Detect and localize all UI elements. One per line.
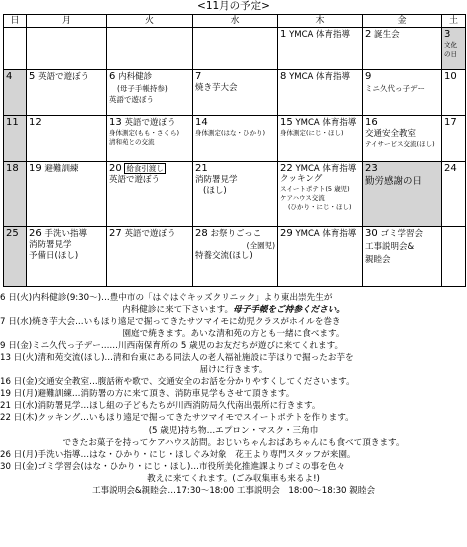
day-number: 7 bbox=[195, 71, 202, 83]
event-label: YMCA 体育指導 bbox=[289, 30, 351, 40]
note-line: 22 日(木)クッキング…いもほり遠足で掘ってきたサツマイモでスイートポテトを作ります。 bbox=[0, 413, 354, 424]
event-label: 英語で遊ぼう bbox=[124, 118, 176, 129]
event-label: 消防署見学 bbox=[29, 240, 72, 251]
day-cell-20 bbox=[107, 162, 193, 227]
day-cell-empty bbox=[107, 28, 193, 70]
day-cell-27 bbox=[107, 227, 193, 287]
day-number: 17 bbox=[444, 117, 457, 129]
day-cell-2 bbox=[363, 28, 442, 70]
day-cell-14 bbox=[193, 116, 278, 162]
week-row-4 bbox=[4, 162, 466, 227]
note-line: できたお菓子を持ってケアハウス訪問。おじいちゃんおばあちゃんにも食べて頂きます。 bbox=[62, 437, 405, 448]
day-cell-24 bbox=[442, 162, 466, 227]
day-number: 19 bbox=[29, 163, 42, 175]
day-cell-8 bbox=[278, 70, 363, 116]
weekday-thu: 木 bbox=[278, 15, 363, 28]
day-number: 11 bbox=[6, 117, 19, 129]
event-label: 工事説明会& bbox=[365, 242, 415, 253]
weekday-fri: 金 bbox=[363, 15, 442, 28]
day-cell-29 bbox=[278, 227, 363, 287]
event-label: ゴミ学習会 bbox=[380, 229, 423, 240]
event-note: 身体測定(はな・ひかり) bbox=[195, 129, 266, 138]
weekday-wed: 水 bbox=[193, 15, 278, 28]
event-note: (母子手帳持参) bbox=[117, 84, 168, 94]
day-cell-19 bbox=[27, 162, 107, 227]
day-number: 9 bbox=[365, 71, 372, 83]
event-label: 給食引渡し bbox=[126, 164, 164, 174]
day-number: 27 bbox=[109, 228, 122, 240]
day-number: 5 bbox=[29, 71, 36, 83]
week-row-2 bbox=[4, 70, 466, 116]
holiday-label: 文化の日 bbox=[444, 41, 457, 58]
event-note: (ひかり・にじ・ほし) bbox=[288, 202, 352, 211]
day-cell-empty bbox=[193, 28, 278, 70]
day-number: 2 bbox=[365, 29, 372, 40]
day-number: 15 bbox=[280, 117, 293, 129]
weekday-tue: 火 bbox=[107, 15, 193, 28]
event-notes bbox=[0, 292, 467, 497]
event-label: 焼き芋大会 bbox=[195, 83, 238, 94]
day-number: 16 bbox=[365, 117, 378, 129]
day-number: 3 bbox=[444, 29, 451, 40]
day-number: 25 bbox=[6, 228, 19, 240]
day-cell-4 bbox=[4, 70, 27, 116]
note-line: 工事説明会&親睦会…17:30～18:00 工事説明会 18:00～18:30 親睦会 bbox=[91, 485, 376, 496]
day-cell-empty bbox=[27, 28, 107, 70]
day-number: 22 bbox=[280, 163, 293, 175]
event-label: 交通安全教室 bbox=[365, 129, 417, 140]
event-note: 身体測定(にじ・ほし) bbox=[280, 129, 344, 138]
note-line: 19 日(月)避難訓練…消防署の方に来て頂き、消防車見学もさせて頂きます。 bbox=[0, 389, 295, 400]
day-number: 21 bbox=[195, 163, 208, 175]
day-cell-3 bbox=[442, 28, 466, 70]
event-note: (ほし) bbox=[203, 186, 227, 197]
event-label: 誕生会 bbox=[374, 30, 400, 40]
note-line: 9 日(金)ミニ久代っ子デー……川西南保育所の 5 歳児のお友だちが遊びに来てくれます。 bbox=[0, 341, 344, 352]
calendar-table bbox=[3, 14, 466, 287]
note-emphasis: 母子手帳をご持参ください。 bbox=[233, 305, 345, 316]
day-cell-22 bbox=[278, 162, 363, 227]
note-line: 30 日(金)ゴミ学習会(はな・ひかり・にじ・ほし)…市役所美化推進課よりゴミの事を色々 bbox=[0, 461, 346, 472]
event-label: 英語で遊ぼう bbox=[109, 175, 161, 186]
weekday-sat: 土 bbox=[442, 15, 466, 28]
day-cell-17 bbox=[442, 116, 466, 162]
note-line: 届けに行きます。 bbox=[199, 365, 268, 376]
day-number: 18 bbox=[6, 163, 19, 175]
day-cell-28 bbox=[193, 227, 278, 287]
day-cell-26 bbox=[27, 227, 107, 287]
event-label: 親睦会 bbox=[365, 255, 391, 266]
day-cell-5 bbox=[27, 70, 107, 116]
event-note: 身体測定(もも・さくら) bbox=[109, 129, 180, 138]
day-cell-16 bbox=[363, 116, 442, 162]
note-line: 13 日(火)清和苑交流(ほし)…清和台東にある同法人の老人福祉施設に芋ほりで掘ったお芋を bbox=[0, 353, 354, 364]
event-label: クッキング bbox=[280, 174, 323, 185]
day-cell-empty bbox=[442, 227, 466, 287]
event-note: テイサービス交流(ほし) bbox=[365, 140, 435, 149]
day-number: 12 bbox=[29, 117, 42, 129]
note-line: 園庭で焼きます。あいな清和苑の方とも一緒に食べます。 bbox=[122, 329, 345, 340]
day-cell-10 bbox=[442, 70, 466, 116]
event-note: ケアハウス交流 bbox=[280, 193, 325, 202]
day-cell-30 bbox=[363, 227, 442, 287]
day-number: 13 bbox=[109, 117, 122, 129]
day-number: 20 bbox=[109, 163, 122, 175]
week-row-1 bbox=[4, 28, 466, 70]
event-label: YMCA 体育指導 bbox=[289, 72, 351, 83]
weekday-mon: 月 bbox=[27, 15, 107, 28]
note-line: 21 日(水)消防署見学…ほし組の子どもたちが川西消防局久代南出張所に行きます。 bbox=[0, 401, 321, 412]
day-cell-23 bbox=[363, 162, 442, 227]
note-line: 教えに来てくれます。(ごみ収集車も来るよ!) bbox=[147, 473, 320, 484]
event-note: (全園児) bbox=[246, 241, 275, 251]
day-cell-12 bbox=[27, 116, 107, 162]
event-label: ミニ久代っ子デー bbox=[365, 84, 425, 94]
note-line bbox=[0, 304, 467, 316]
day-cell-empty bbox=[4, 28, 27, 70]
event-label: 英語で遊ぼう bbox=[38, 72, 90, 83]
holiday-label: 勤労感謝の日 bbox=[365, 176, 423, 188]
note-line: 16 日(金)交通安全教室…腹話術や歌で、交通安全のお話を分かりやすくしてくださいます。 bbox=[0, 377, 355, 388]
event-label: お祭りごっこ bbox=[210, 229, 262, 240]
event-label: 避難訓練 bbox=[44, 164, 79, 175]
day-number: 6 bbox=[109, 71, 116, 83]
event-label: 消防署見学 bbox=[195, 175, 238, 186]
day-number: 4 bbox=[6, 71, 13, 83]
day-number: 10 bbox=[444, 71, 457, 83]
weekday-sun: 日 bbox=[4, 15, 27, 28]
day-number: 23 bbox=[365, 163, 378, 175]
event-label: 予備日(ほし) bbox=[29, 251, 79, 262]
day-number: 30 bbox=[365, 228, 378, 240]
day-cell-9 bbox=[363, 70, 442, 116]
weekday-header-row bbox=[4, 15, 466, 28]
note-line: 26 日(月)手洗い指導…はな・ひかり・にじ・ほしぐみ対象 花王より専門スタッフが来園。 bbox=[0, 449, 356, 460]
event-label: 内科健診 bbox=[118, 72, 153, 83]
note-line: (5 歳児)持ち物…エプロン・マスク・三角巾 bbox=[148, 425, 319, 436]
day-cell-15 bbox=[278, 116, 363, 162]
day-cell-7 bbox=[193, 70, 278, 116]
day-number: 1 bbox=[280, 29, 287, 40]
day-number: 29 bbox=[280, 228, 293, 240]
day-cell-18 bbox=[4, 162, 27, 227]
event-label: 英語で遊ぼう bbox=[109, 95, 154, 105]
event-note: スイートポテト(5 歳児) bbox=[280, 184, 350, 193]
event-label: 英語で遊ぼう bbox=[124, 229, 176, 240]
day-number: 8 bbox=[280, 71, 287, 83]
day-cell-25 bbox=[4, 227, 27, 287]
note-text: 内科健診に来て下さいます。 bbox=[122, 305, 234, 316]
event-note: 清和苑との交流 bbox=[109, 138, 155, 147]
week-row-3 bbox=[4, 116, 466, 162]
event-label: YMCA 体育指導 bbox=[295, 118, 357, 129]
day-cell-13 bbox=[107, 116, 193, 162]
event-label: YMCA 体育指導 bbox=[295, 164, 357, 175]
note-line: 7 日(水)焼き芋大会…いもほり遠足で掘ってきたサツマイモに幼児クラスがホイルを巻き bbox=[0, 317, 341, 328]
note-line: 6 日(火)内科健診(9:30～)…豊中市の「はぐはぐキッズクリニック」より東出崇先生が bbox=[0, 293, 333, 303]
day-cell-1 bbox=[278, 28, 363, 70]
event-label: 特養交流(ほし) bbox=[195, 251, 253, 262]
event-label: YMCA 体育指導 bbox=[295, 229, 357, 240]
week-row-5 bbox=[4, 227, 466, 287]
day-number: 28 bbox=[195, 228, 208, 240]
day-cell-11 bbox=[4, 116, 27, 162]
day-number: 24 bbox=[444, 163, 457, 175]
day-number: 26 bbox=[29, 228, 42, 240]
day-number: 14 bbox=[195, 117, 208, 129]
day-cell-6 bbox=[107, 70, 193, 116]
schedule-title: <11月の予定> bbox=[197, 0, 270, 12]
day-cell-21 bbox=[193, 162, 278, 227]
event-label: 手洗い指導 bbox=[44, 229, 87, 240]
